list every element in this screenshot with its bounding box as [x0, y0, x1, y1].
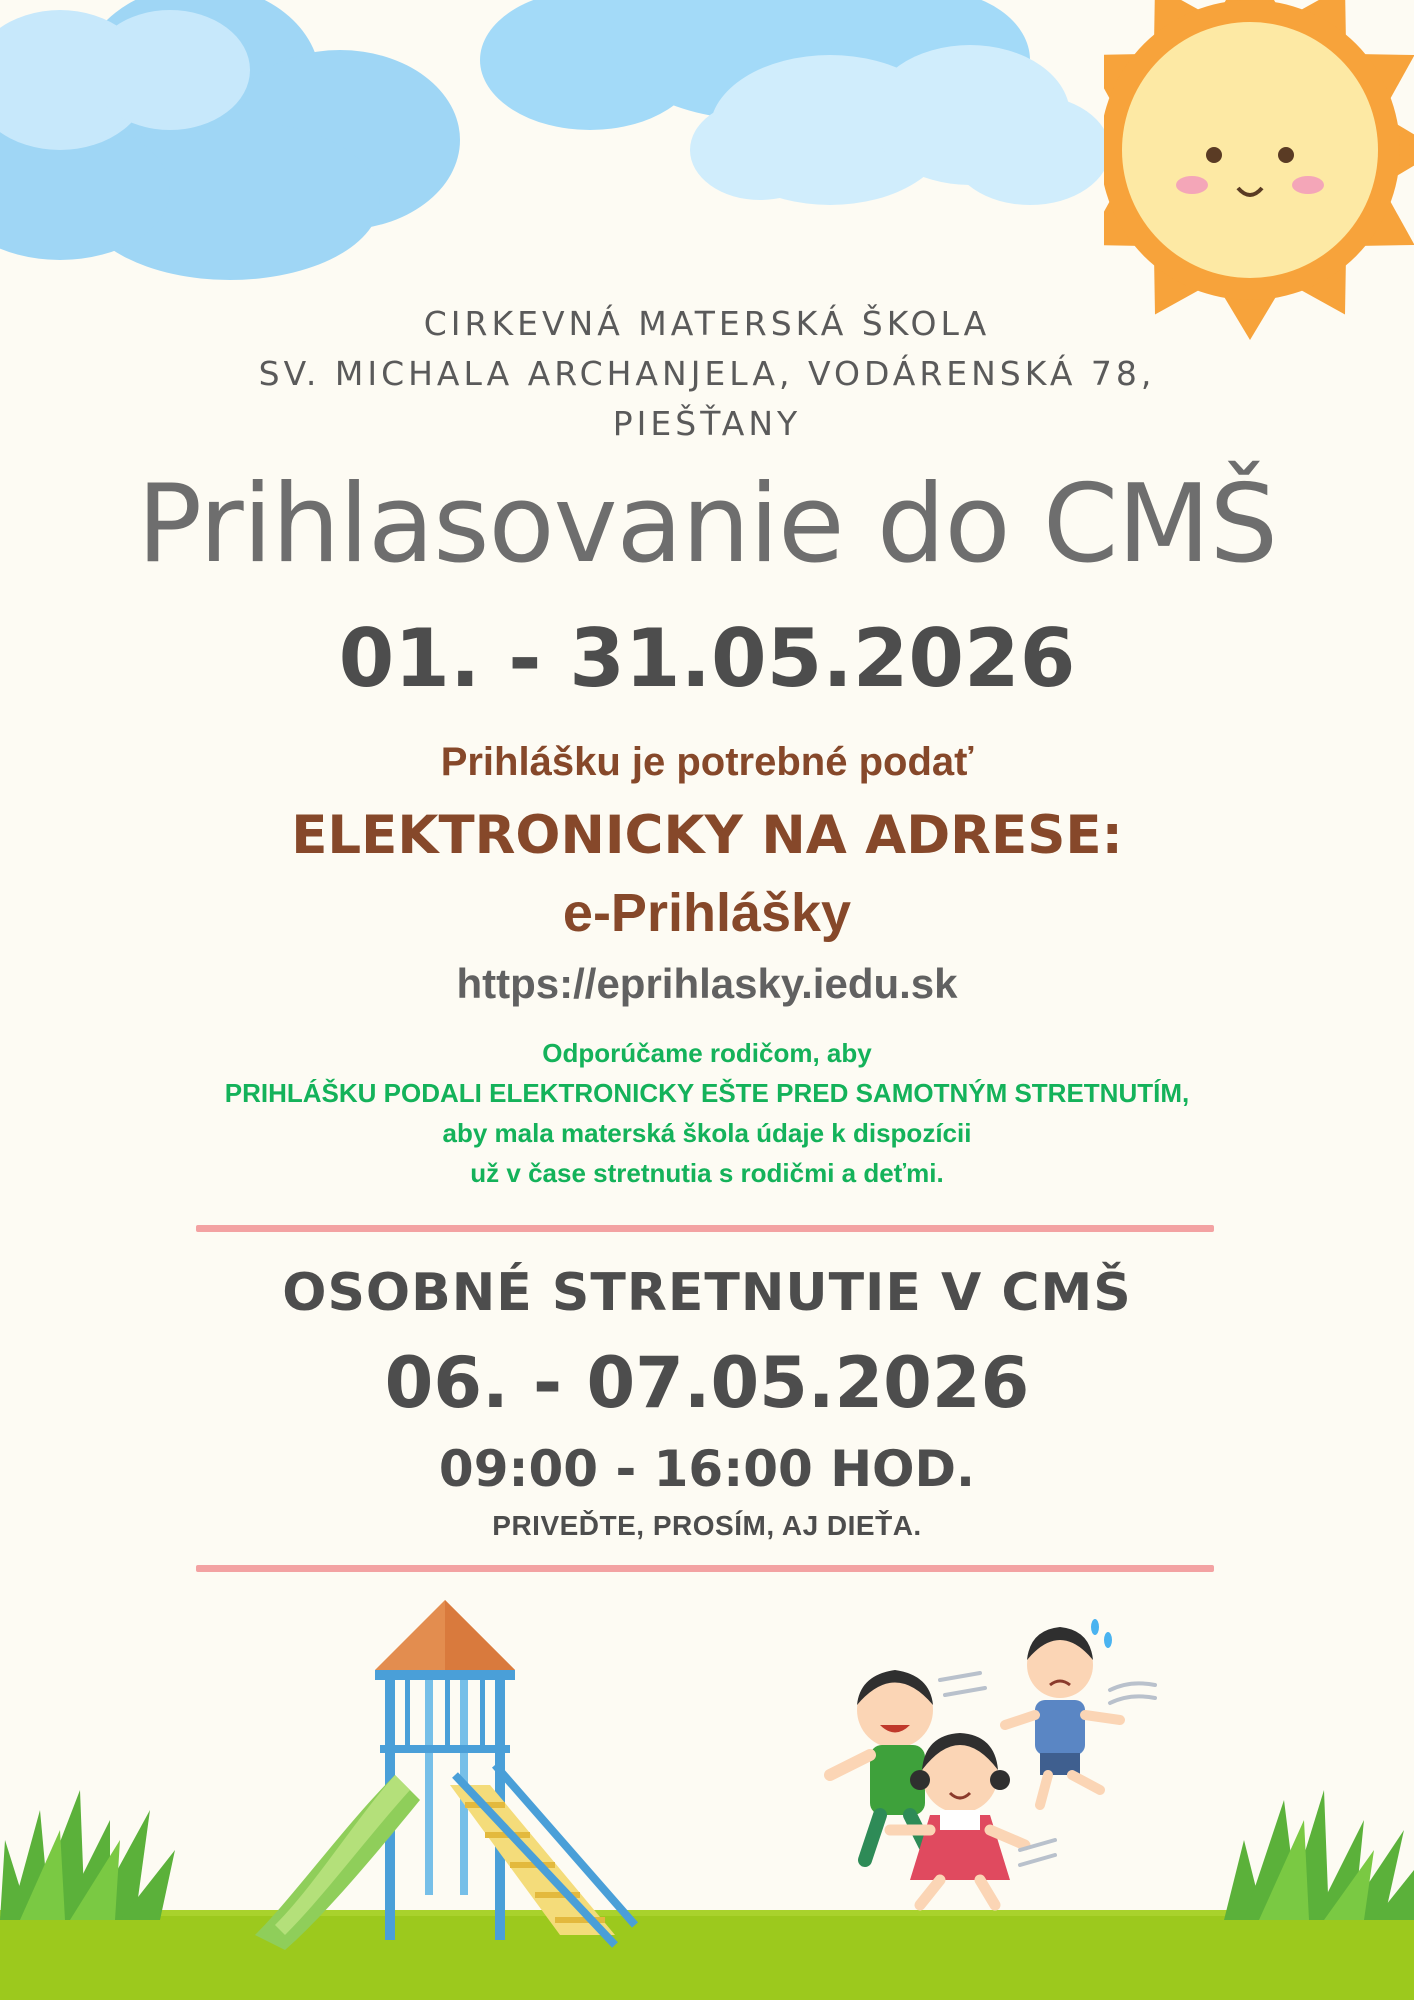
children-running-illustration	[810, 1605, 1170, 1925]
grass-tuft-right-icon	[1214, 1780, 1414, 1920]
recommendation-line3: aby mala materská škola údaje k dispozícii	[442, 1118, 972, 1148]
school-name-line2: SV. MICHALA ARCHANJELA, VODÁRENSKÁ 78,	[258, 354, 1156, 393]
meeting-heading: OSOBNÉ STRETNUTIE V CMŠ	[282, 1263, 1132, 1323]
recommendation-line4: už v čase stretnutia s rodičmi a deťmi.	[470, 1158, 944, 1188]
grass-ground	[0, 1900, 1414, 2000]
recommendation-line1: Odporúčame rodičom, aby	[542, 1038, 872, 1068]
electronic-label: ELEKTRONICKY NA ADRESE:	[291, 805, 1123, 866]
playground-slide-illustration	[255, 1595, 655, 1965]
page-title: Prihlasovanie do CMŠ	[136, 462, 1278, 587]
meeting-note: PRIVEĎTE, PROSÍM, AJ DIEŤA.	[492, 1510, 922, 1541]
meeting-dates: 06. - 07.05.2026	[384, 1342, 1030, 1424]
school-name-line1: CIRKEVNÁ MATERSKÁ ŠKOLA	[423, 304, 991, 343]
grass-tuft-left-icon	[0, 1780, 180, 1920]
divider-bottom	[196, 1565, 1214, 1572]
registration-dates: 01. - 31.05.2026	[338, 612, 1076, 705]
divider-top	[196, 1225, 1214, 1232]
service-name: e-Prihlášky	[562, 883, 852, 943]
submit-note: Prihlášku je potrebné podať	[440, 740, 974, 784]
recommendation-line2: PRIHLÁŠKU PODALI ELEKTRONICKY EŠTE PRED SAMOTNÝM STRETNUTÍM,	[224, 1078, 1190, 1108]
meeting-hours: 09:00 - 16:00 HOD.	[438, 1440, 976, 1498]
school-city: PIEŠŤANY	[612, 404, 802, 443]
child-blue-shirt	[1005, 1619, 1120, 1805]
registration-url-link[interactable]: https://eprihlasky.iedu.sk	[456, 960, 958, 1007]
